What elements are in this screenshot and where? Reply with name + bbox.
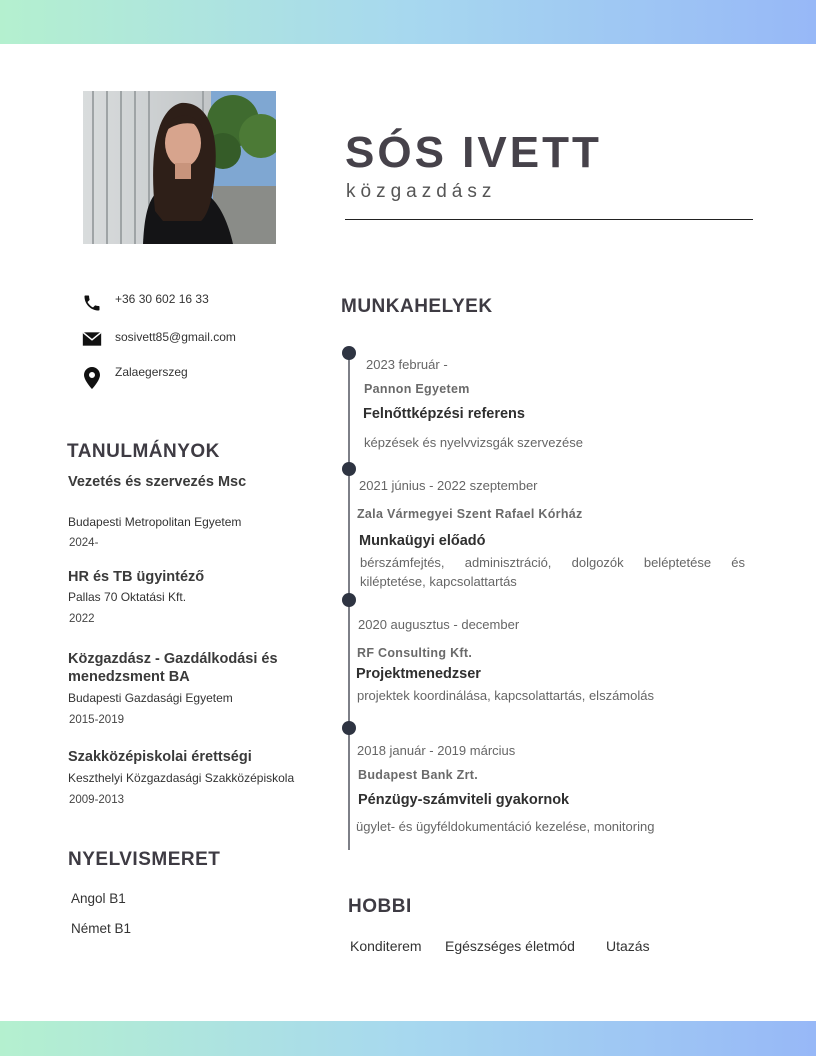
job-title: Pénzügy-számviteli gyakornok xyxy=(358,792,570,808)
email-address: sosivett85@gmail.com xyxy=(115,330,236,344)
location-text: Zalaegerszeg xyxy=(115,365,188,379)
job-date: 2020 augusztus - december xyxy=(358,617,520,632)
education-item-years: 2015-2019 xyxy=(69,714,124,726)
hobby-item: Utazás xyxy=(606,938,650,954)
job-title: Felnőttképzési referens xyxy=(363,406,525,422)
education-item-school: Pallas 70 Oktatási Kft. xyxy=(68,590,187,604)
education-item-school: Keszthelyi Közgazdasági Szakközépiskola xyxy=(68,771,295,785)
job-company: Budapest Bank Zrt. xyxy=(358,768,478,782)
job-company: RF Consulting Kft. xyxy=(357,646,473,660)
education-item-school: Budapesti Metropolitan Egyetem xyxy=(68,515,242,529)
bottom-gradient-band xyxy=(0,1021,816,1056)
language-item: Angol B1 xyxy=(71,891,126,906)
hobby-item: Konditerem xyxy=(350,938,422,954)
job-company: Zala Vármegyei Szent Rafael Kórház xyxy=(357,507,583,521)
job-description: ügylet- és ügyféldokumentáció kezelése, monitoring xyxy=(356,819,655,834)
header-divider xyxy=(345,219,753,220)
job-date: 2023 február - xyxy=(366,357,448,372)
profile-photo xyxy=(83,91,276,244)
email-icon xyxy=(82,331,102,351)
top-gradient-band xyxy=(0,0,816,44)
education-item-years: 2009-2013 xyxy=(69,794,124,806)
language-item: Német B1 xyxy=(71,921,132,936)
person-name: SÓS IVETT xyxy=(345,128,602,177)
education-item-years: 2024- xyxy=(69,537,99,549)
phone-number: +36 30 602 16 33 xyxy=(115,292,209,306)
education-item-years: 2022 xyxy=(69,613,95,625)
education-item-title: Közgazdász - Gazdálkodási és menedzsment BA xyxy=(68,651,278,685)
location-pin-icon xyxy=(84,367,104,387)
education-item-title: Vezetés és szervezés Msc xyxy=(68,474,247,490)
hobby-item: Egészséges életmód xyxy=(445,938,575,954)
phone-icon xyxy=(82,293,102,313)
job-company: Pannon Egyetem xyxy=(364,382,470,396)
timeline-dot xyxy=(342,721,356,735)
job-title: Projektmenedzser xyxy=(356,666,481,682)
job-description: projektek koordinálása, kapcsolattartás, elszámolás xyxy=(357,688,654,703)
job-description: bérszámfejtés, adminisztráció, dolgozók beléptetése és kiléptetése, kapcsolattartás xyxy=(360,555,745,589)
work-heading: MUNKAHELYEK xyxy=(341,296,493,317)
education-item-title: HR és TB ügyintéző xyxy=(68,569,205,585)
timeline-dot xyxy=(342,462,356,476)
job-role: közgazdász xyxy=(346,181,497,202)
education-item-title: Szakközépiskolai érettségi xyxy=(68,749,252,765)
timeline-dot xyxy=(342,346,356,360)
job-date: 2021 június - 2022 szeptember xyxy=(359,478,538,493)
job-title: Munkaügyi előadó xyxy=(359,533,486,549)
education-heading: TANULMÁNYOK xyxy=(67,441,220,462)
languages-heading: NYELVISMERET xyxy=(68,849,221,870)
job-date: 2018 január - 2019 március xyxy=(357,743,516,758)
hobbies-heading: HOBBI xyxy=(348,896,412,917)
timeline-dot xyxy=(342,593,356,607)
job-description: képzések és nyelvvizsgák szervezése xyxy=(364,435,583,450)
education-item-school: Budapesti Gazdasági Egyetem xyxy=(68,691,233,705)
